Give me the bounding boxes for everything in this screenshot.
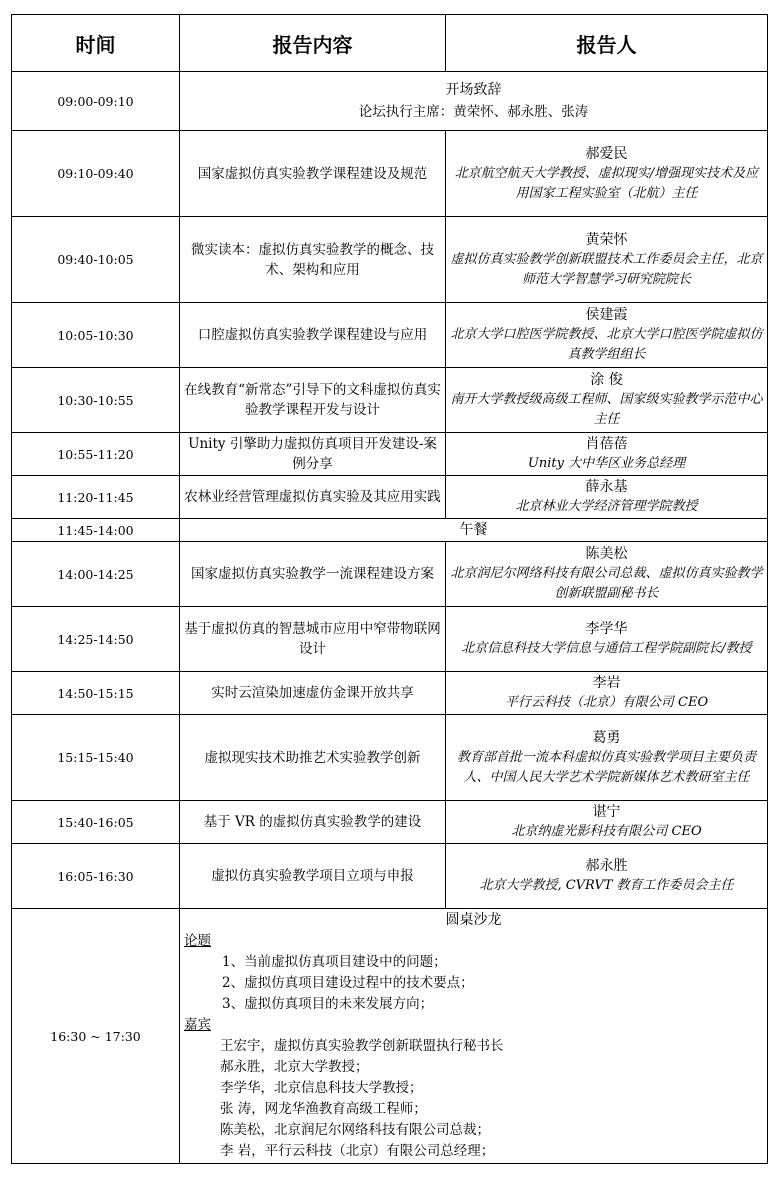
row-topic: 微实读本：虚拟仿真实验教学的概念、技术、架构和应用: [180, 217, 446, 303]
row-time: 11:20-11:45: [12, 476, 180, 519]
row-speaker: [446, 542, 768, 607]
speaker-name: 陈美松: [585, 546, 628, 562]
row-speaker: [446, 607, 768, 672]
speaker-name: 黄荣怀: [585, 231, 628, 248]
guest-item: 李学华，北京信息科技大学教授；: [220, 1080, 423, 1096]
speaker-title: 教育部首批一流本科虚拟仿真实验教学项目主要负责人、中国人民大学艺术学院新媒体艺术教研室主任: [456, 749, 756, 785]
guest-item: 王宏宇，虚拟仿真实验教学创新联盟执行秘书长: [220, 1038, 504, 1054]
row-time: 15:15-15:40: [12, 715, 180, 801]
row-topic: 实时云渲染加速虚仿金课开放共享: [180, 672, 446, 715]
row-speaker: [446, 801, 768, 844]
agenda-row: [12, 368, 768, 433]
agenda-row: [12, 672, 768, 715]
row-time: 10:55-11:20: [12, 433, 180, 476]
header-row: [12, 15, 768, 72]
speaker-title: 虚拟仿真实验教学创新联盟技术工作委员会主任，北京师范大学智慧学习研究院院长: [450, 251, 763, 287]
row-speaker: [446, 672, 768, 715]
speaker-title: 北京林业大学经济管理学院教授: [515, 499, 698, 514]
agenda-row: [12, 433, 768, 476]
roundtable-time: 16:30 ~ 17:30: [12, 909, 180, 1164]
row-speaker: [446, 217, 768, 303]
speaker-name: 薛永基: [585, 479, 628, 495]
roundtable-title: 圆桌沙龙: [445, 912, 502, 928]
discussion-topic: 2、虚拟仿真项目建设过程中的技术要点；: [222, 975, 474, 991]
speaker-title: 北京大学口腔医学院教授、北京大学口腔医学院虚拟仿真教学组组长: [450, 327, 763, 362]
topics-label: 论题: [184, 933, 211, 949]
row-time: 09:40-10:05: [12, 217, 180, 303]
agenda-row: [12, 607, 768, 672]
row-time: 14:25-14:50: [12, 607, 180, 672]
header-content: 报告内容: [180, 15, 446, 72]
roundtable-row: [12, 909, 768, 1164]
speaker-name: 郝爱民: [585, 145, 628, 162]
guest-item: 郝永胜，北京大学教授；: [220, 1059, 369, 1075]
speaker-name: 侯建霞: [585, 307, 628, 323]
row-time: 10:30-10:55: [12, 368, 180, 433]
speaker-name: 涂 俊: [590, 372, 623, 388]
opening-cell: [180, 72, 768, 131]
row-topic: 国家虚拟仿真实验教学一流课程建设方案: [180, 542, 446, 607]
row-topic: 国家虚拟仿真实验教学课程建设及规范: [180, 131, 446, 217]
guest-item: 陈美松，北京润尼尔网络科技有限公司总裁；: [220, 1122, 490, 1138]
speaker-name: 郝永胜: [585, 858, 628, 874]
agenda-row: [12, 715, 768, 801]
speaker-name: 李岩: [592, 675, 621, 691]
roundtable-cell: [180, 909, 768, 1164]
header-time: 时间: [12, 15, 180, 72]
row-time: 14:50-15:15: [12, 672, 180, 715]
row-topic: Unity 引擎助力虚拟仿真项目开发建设-案例分享: [180, 433, 446, 476]
row-time: 15:40-16:05: [12, 801, 180, 844]
row-time: 09:10-09:40: [12, 131, 180, 217]
lunch-label: 午餐: [180, 519, 768, 542]
row-speaker: [446, 368, 768, 433]
speaker-title: 北京航空航天大学教授、虚拟现实/增强现实技术及应用国家工程实验室（北航）主任: [454, 165, 759, 201]
row-topic: 虚拟仿真实验教学项目立项与申报: [180, 844, 446, 909]
speaker-title: Unity 大中华区业务总经理: [527, 456, 686, 471]
row-speaker: [446, 715, 768, 801]
speaker-name: 谌宁: [592, 804, 621, 820]
agenda-table: [11, 14, 768, 1164]
speaker-name: 葛勇: [592, 729, 621, 746]
speaker-title: 北京信息科技大学信息与通信工程学院副院长/教授: [461, 641, 752, 656]
row-topic: 虚拟现实技术助推艺术实验教学创新: [180, 715, 446, 801]
opening-chair: 论坛执行主席：黄荣怀、郝永胜、张涛: [358, 104, 589, 120]
speaker-title: 北京纳虚光影科技有限公司 CEO: [511, 824, 702, 839]
row-speaker: [446, 844, 768, 909]
opening-title: 开场致辞: [445, 82, 502, 98]
speaker-title: 北京大学教授, CVRVT 教育工作委员会主任: [479, 878, 734, 893]
agenda-row: [12, 131, 768, 217]
discussion-topic: 1、当前虚拟仿真项目建设中的问题；: [222, 954, 447, 970]
speaker-title: 北京润尼尔网络科技有限公司总裁、虚拟仿真实验教学创新联盟副秘书长: [450, 566, 763, 601]
agenda-row: [12, 801, 768, 844]
agenda-row: [12, 844, 768, 909]
agenda-row: [12, 217, 768, 303]
guest-item: 李 岩，平行云科技（北京）有限公司总经理；: [220, 1143, 495, 1159]
lunch-row: [12, 519, 768, 542]
agenda-row: [12, 476, 768, 519]
row-speaker: [446, 131, 768, 217]
row-speaker: [446, 303, 768, 368]
opening-row: [12, 72, 768, 131]
row-time: 10:05-10:30: [12, 303, 180, 368]
speaker-title: 南开大学教授级高级工程师、国家级实验教学示范中心主任: [450, 392, 763, 427]
discussion-topic: 3、虚拟仿真项目的未来发展方向；: [222, 996, 434, 1012]
speaker-name: 肖蓓蓓: [585, 436, 628, 452]
row-topic: 基于 VR 的虚拟仿真实验教学的建设: [180, 801, 446, 844]
row-speaker: [446, 476, 768, 519]
guest-item: 张 涛，网龙华渔教育高级工程师；: [220, 1101, 427, 1117]
header-speaker: 报告人: [446, 15, 768, 72]
speaker-name: 李学华: [585, 621, 628, 637]
agenda-row: [12, 542, 768, 607]
row-speaker: [446, 433, 768, 476]
lunch-time: 11:45-14:00: [12, 519, 180, 542]
opening-time: 09:00-09:10: [12, 72, 180, 131]
guests-label: 嘉宾: [184, 1017, 211, 1033]
row-time: 14:00-14:25: [12, 542, 180, 607]
row-topic: 基于虚拟仿真的智慧城市应用中窄带物联网设计: [180, 607, 446, 672]
row-topic: 在线教育“新常态”引导下的文科虚拟仿真实验教学课程开发与设计: [180, 368, 446, 433]
row-topic: 农林业经营管理虚拟仿真实验及其应用实践: [180, 476, 446, 519]
speaker-title: 平行云科技（北京）有限公司 CEO: [504, 695, 709, 710]
row-time: 16:05-16:30: [12, 844, 180, 909]
agenda-row: [12, 303, 768, 368]
row-topic: 口腔虚拟仿真实验教学课程建设与应用: [180, 303, 446, 368]
